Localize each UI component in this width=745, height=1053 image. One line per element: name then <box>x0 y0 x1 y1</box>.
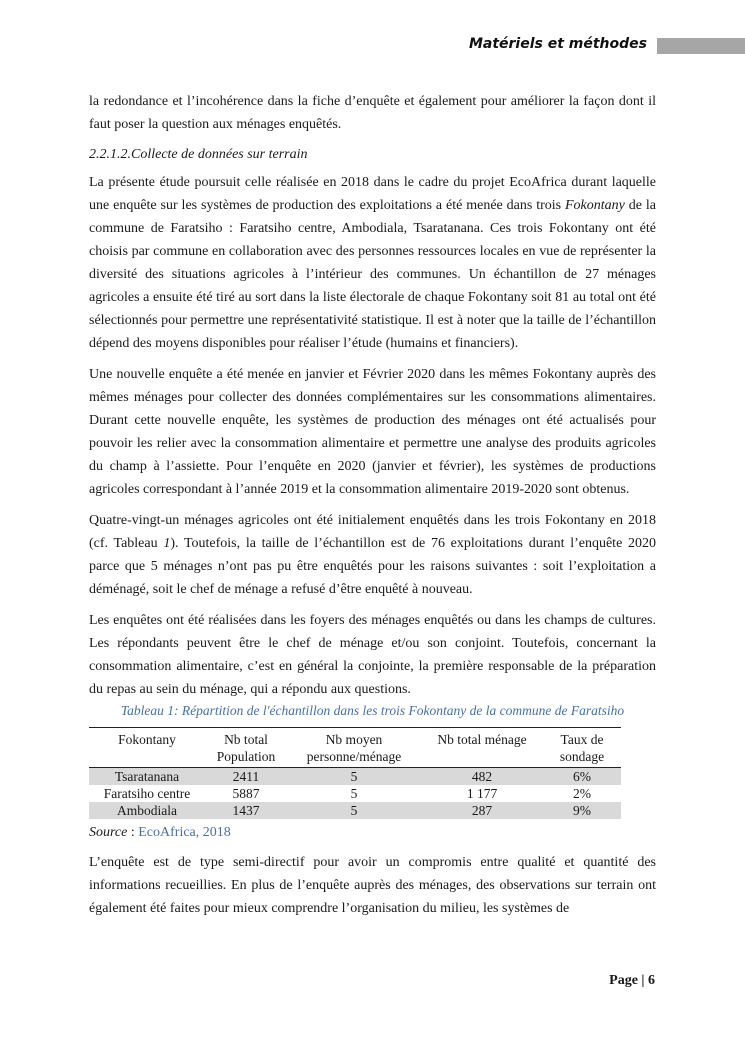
table-cell: 287 <box>421 802 543 819</box>
table-header-cell: Nb moyen personne/ménage <box>287 728 421 768</box>
table-cell: 482 <box>421 768 543 786</box>
table-cell: 2% <box>573 786 591 801</box>
table-header-row <box>89 728 621 768</box>
table-cell: 2411 <box>205 768 287 786</box>
paragraph-continuation: la redondance et l’incohérence dans la fiche d’enquête et également pour améliorer la façon dont il faut poser la question aux ménages enquêtés. <box>89 94 656 132</box>
paragraph-text: La présente étude poursuit celle réalisée en 2018 dans le cadre du projet EcoAfrica durant laquelle une enquête sur les systèmes de production des exploitations a été menée dans trois <box>89 175 656 213</box>
table-cell: 6% <box>543 768 621 786</box>
table-cell: 5887 <box>232 786 260 801</box>
table-header-cell: Fokontany <box>89 728 205 768</box>
table-caption: Tableau 1: Répartition de l'échantillon dans les trois Fokontany de la commune de Faratsiho <box>120 703 625 718</box>
table-cell: 9% <box>543 802 621 819</box>
page-number: Page | 6 <box>609 973 655 988</box>
source-label: Source <box>89 825 128 840</box>
paragraph-methodology: L’enquête est de type semi-directif pour avoir un compromis entre qualité et quantité des informations recueillies. En plus de l’enquête auprès des ménages, des observations sur terrain ont également été faites pour mieux comprendre l’organisation du milieu, les systèmes de <box>89 855 656 916</box>
table-cell: 1 177 <box>466 786 498 801</box>
paragraph-text: Quatre-vingt-un ménages agricoles ont été initialement enquêtés dans les trois Fokontany en 2018 (cf. Tableau <box>89 513 656 551</box>
running-header-title: Matériels et méthodes <box>468 36 647 52</box>
paragraph-sample-size <box>89 509 656 601</box>
table-cell: Faratsiho centre <box>103 786 191 801</box>
table-header-cell: Nb total Population <box>205 728 287 768</box>
paragraph-respondents: Les enquêtes ont été réalisées dans les foyers des ménages enquêtés ou dans les champs de cultures. Les répondants peuvent être le chef de ménage et/ou son conjoint. Toutefois, concernant la consommation alimentaire, c’est en général la conjointe, la première responsable de la préparation du repas au sein du ménage, qui a répondu aux questions. <box>89 613 656 697</box>
table-header-cell: Taux de sondage <box>543 728 621 768</box>
table-cell: 5 <box>287 802 421 819</box>
table-reference: 1 <box>163 536 171 551</box>
source-separator: : <box>127 825 139 840</box>
paragraph-study-context <box>89 171 656 355</box>
paragraph-text: ). Toutefois, la taille de l’échantillon est de 76 exploitations durant l’enquête 2020 parce que 5 ménages n’ont pas pu être enquêtés pour les raisons suivantes : soit l’exploitation a déménagé, soit le chef de ménage a refusé d’être enquêté à nouveau. <box>89 536 656 597</box>
source-link[interactable]: EcoAfrica, 2018 <box>138 825 231 840</box>
paragraph-new-survey: Une nouvelle enquête a été menée en janvier et Février 2020 dans les mêmes Fokontany auprès des mêmes ménages pour collecter des données complémentaires sur les consommations alimentaires. Durant cette nouvelle enquête, les systèmes de production des ménages ont été actualisés pour pouvoir les relier avec la consommation alimentaire et permettre une analyse des produits agricoles du champ à l’assiette. Pour l’enquête en 2020 (janvier et février), les systèmes de productions agricoles correspondant à l’année 2019 et la consommation alimentaire 2019-2020 sont obtenus. <box>89 367 656 497</box>
table-source <box>89 825 656 841</box>
page-content <box>89 90 656 928</box>
table-cell: 5 <box>287 768 421 786</box>
table-row <box>89 802 621 819</box>
table-cell: 5 <box>350 786 358 801</box>
table-cell: Tsaratanana <box>89 768 205 786</box>
table-header-cell: Nb total ménage <box>421 728 543 768</box>
italic-term: Fokontany <box>565 198 625 213</box>
paragraph-text: de la commune de Faratsiho : Faratsiho centre, Ambodiala, Tsaratanana. Ces trois Fokontany ont été choisis par commune en collaboration avec des personnes ressources locales en vue de représenter la diversité des situations agricoles à l’intérieur des communes. Un échantillon de 27 ménages agricoles a ensuite été tiré au sort dans la liste électorale de chaque Fokontany soit 81 au total ont été sélectionnés pour permettre une représentativité statistique. Il est à noter que la taille de l’échantillon dépend des moyens disponibles pour réaliser l’étude (humains et financiers). <box>89 198 656 351</box>
table-cell: Ambodiala <box>89 802 205 819</box>
table-cell: 1437 <box>205 802 287 819</box>
table-row <box>89 785 621 802</box>
section-heading: 2.2.1.2.Collecte de données sur terrain <box>89 147 308 162</box>
table-row <box>89 768 621 786</box>
header-decoration-bar <box>657 38 745 54</box>
sample-table <box>89 727 621 819</box>
